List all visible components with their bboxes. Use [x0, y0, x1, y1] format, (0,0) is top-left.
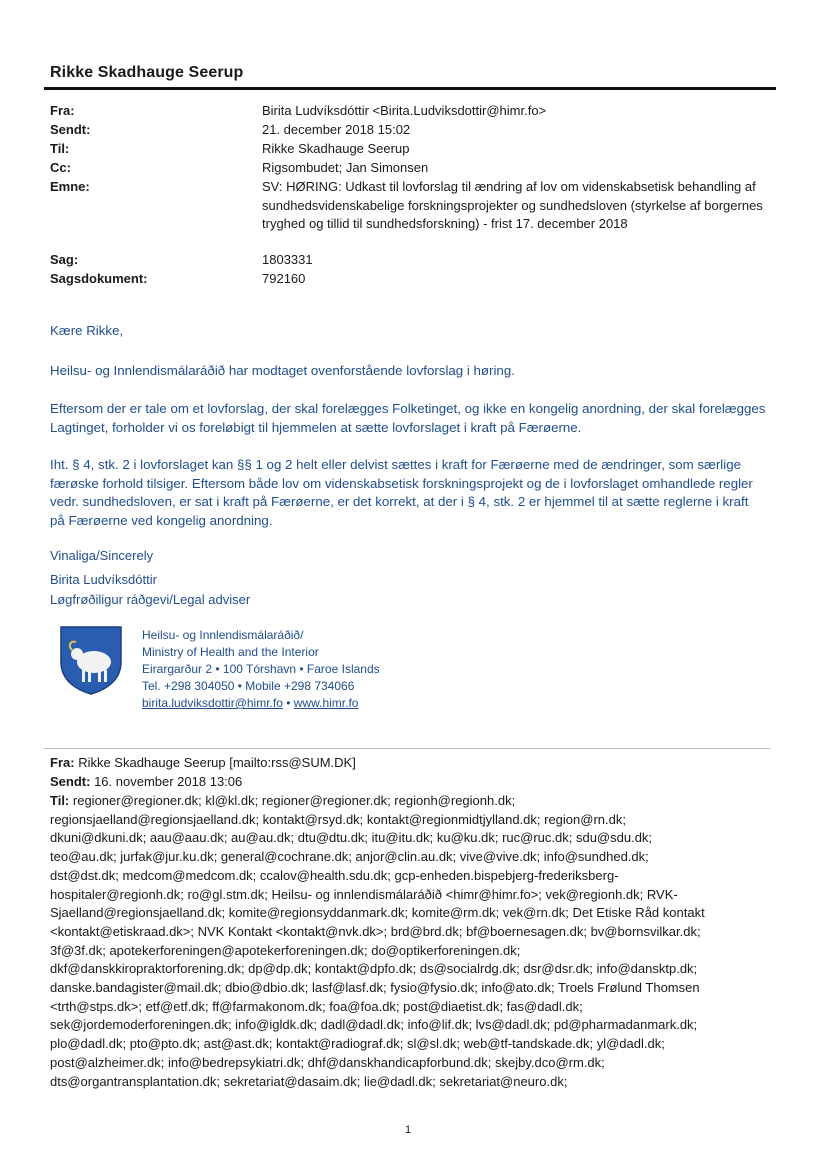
page-number: 1 [404, 1124, 412, 1136]
forward-divider [44, 748, 770, 749]
case-value: 1803331 [262, 252, 313, 267]
forwarded-from-label: Fra: [50, 755, 75, 770]
ministry-links [142, 695, 380, 712]
link-separator: • [282, 696, 294, 710]
forwarded-sent-value: 16. november 2018 13:06 [94, 774, 243, 789]
recipient-line: dts@organtransplantation.dk; sekretariat@dasaim.dk; lie@dadl.dk; sekretariat@neuro.dk; [50, 1073, 568, 1089]
recipient-line: teo@au.dk; jurfak@jur.ku.dk; general@cochrane.dk; anjor@clin.au.dk; vive@vive.dk; info@sundhed.dk; [50, 849, 649, 865]
case-document-label: Sagsdokument: [50, 271, 148, 286]
recipient-line: <kontakt@etiskraad.dk>; NVK Kontakt <kontakt@nvk.dk>; brd@brd.dk; bf@boernesagen.dk; bv@bornsvilkar.dk; [50, 923, 701, 939]
sent-value: 21. december 2018 15:02 [262, 122, 411, 137]
signature-name: Birita Ludvíksdóttir [50, 572, 157, 587]
signature-role: Løgfrøðiligur ráðgevi/Legal adviser [50, 592, 251, 607]
forwarded-from [50, 754, 762, 773]
subject-label: Emne: [50, 179, 90, 194]
forwarded-sent-label: Sendt: [50, 774, 91, 789]
forwarded-from-value: Rikke Skadhauge Seerup [mailto:rss@SUM.DK] [78, 755, 356, 770]
email-link[interactable]: birita.ludviksdottir@himr.fo [142, 696, 283, 710]
forwarded-to-label: Til: [50, 793, 70, 808]
recipient-line: regionsjaelland@regionsjaelland.dk; kontakt@rsyd.dk; kontakt@regionmidtjylland.dk; region@rn.dk; [50, 811, 626, 827]
body-paragraph-3: Iht. § 4, stk. 2 i lovforslaget kan §§ 1 og 2 helt eller delvist sættes i kraft for Færøerne med de ændringer, som særlige færøske forhold tilsiger. Eftersom både lov om videnskabsetisk forskningsprojekt og de i lovforslaget omhandlede regler vedr. sundhedsloven, er sat i kraft på Færøerne, er det korrekt, at der i § 4, stk. 2 er hjemmel til at sætte reglerne i kraft på Færøerne ved kongelig anordning. [50, 457, 753, 528]
from-label: Fra: [50, 103, 75, 118]
to-label: Til: [50, 141, 70, 156]
ministry-name-fo: Heilsu- og Innlendismálaráðið/ [142, 628, 304, 642]
recipient-line: danske.bandagister@mail.dk; dbio@dbio.dk; lasf@lasf.dk; fysio@fysio.dk; info@ato.dk; Troels Frølund Thomsen [50, 980, 700, 996]
cc-label: Cc: [50, 160, 71, 175]
ministry-contact-block [142, 627, 380, 712]
body-paragraph-1: Heilsu- og Innlendismálaráðið har modtaget ovenforstående lovforslag i høring. [50, 363, 515, 378]
case-label: Sag: [50, 252, 79, 267]
body-paragraph-2: Eftersom der er tale om et lovforslag, der skal forelægges Folketinget, og ikke en kongelig anordning, der skal forelægges Lagtinget, forholder vi os foreløbigt til hjemmelen at sætte lovforslaget i kraft på Færøerne. [50, 401, 766, 435]
recipient-line: sek@jordemoderforeningen.dk; info@igldk.dk; dadl@dadl.dk; info@lif.dk; lvs@dadl.dk; pd@pharmadanmark.dk; [50, 1017, 698, 1033]
recipient-line: Sjaelland@regionsjaelland.dk; komite@regionsyddanmark.dk; komite@rm.dk; vek@rn.dk; Det Etiske Råd kontakt [50, 905, 705, 921]
ministry-phones: Tel. +298 304050 • Mobile +298 734066 [142, 679, 355, 693]
sent-label: Sendt: [50, 122, 91, 137]
subject-value: SV: HØRING: Udkast til lovforslag til ændring af lov om videnskabsetisk behandling af sundhedsvidenskabelige forskningsprojekter og sundhedsloven (styrkelse af borgernes tryghed og tillid til sundhedsforskning) - frist 17. december 2018 [262, 179, 763, 231]
ministry-address: Eirargarður 2 • 100 Tórshavn • Faroe Islands [142, 662, 380, 676]
document-title: Rikke Skadhauge Seerup [50, 64, 244, 81]
recipient-line: regioner@regioner.dk; kl@kl.dk; regioner@regioner.dk; regionh@regionh.dk; [72, 793, 516, 808]
forwarded-to [50, 792, 762, 1091]
from-value: Birita Ludvíksdóttir <Birita.Ludviksdottir@himr.fo> [262, 103, 547, 118]
recipient-line: post@alzheimer.dk; info@bedrepsykiatri.dk; dhf@danskhandicapforbund.dk; skejby.dco@rm.dk; [50, 1054, 605, 1070]
recipient-line: plo@dadl.dk; pto@pto.dk; ast@ast.dk; kontakt@radiograf.dk; sl@sl.dk; web@tf-tandskade.dk; yl@dadl.dk; [50, 1036, 665, 1052]
recipient-line: hospitaler@regionh.dk; ro@gl.stm.dk; Heilsu- og innlendismálaráðið <himr@himr.fo>; vek@regionh.dk; RVK- [50, 886, 678, 902]
coat-of-arms-icon [58, 624, 124, 696]
title-rule [44, 87, 776, 90]
signature-closing: Vinaliga/Sincerely [50, 548, 154, 563]
recipient-line: dst@dst.dk; medcom@medcom.dk; ccalov@health.sdu.dk; gcp-enheden.bispebjerg-frederiksberg- [50, 867, 619, 883]
recipient-line: dkuni@dkuni.dk; aau@aau.dk; au@au.dk; dtu@dtu.dk; itu@itu.dk; ku@ku.dk; ruc@ruc.dk; sdu@sdu.dk; [50, 830, 653, 846]
ministry-name-en: Ministry of Health and the Interior [142, 645, 319, 659]
greeting: Kære Rikke, [50, 323, 124, 338]
recipient-line: dkf@danskkiropraktorforening.dk; dp@dp.dk; kontakt@dpfo.dk; ds@socialrdg.dk; dsr@dsr.dk; info@dansktp.dk; [50, 961, 698, 977]
to-value: Rikke Skadhauge Seerup [262, 141, 410, 156]
web-link[interactable]: www.himr.fo [293, 696, 359, 710]
cc-value: Rigsombudet; Jan Simonsen [262, 160, 429, 175]
recipient-line: 3f@3f.dk; apotekerforeningen@apotekerforeningen.dk; do@optikerforeningen.dk; [50, 942, 521, 958]
forwarded-sent [50, 773, 762, 792]
recipient-line: <trth@stps.dk>; etf@etf.dk; ff@farmakonom.dk; foa@foa.dk; post@diaetist.dk; fas@dadl.dk; [50, 998, 583, 1014]
case-document-value: 792160 [262, 271, 306, 286]
